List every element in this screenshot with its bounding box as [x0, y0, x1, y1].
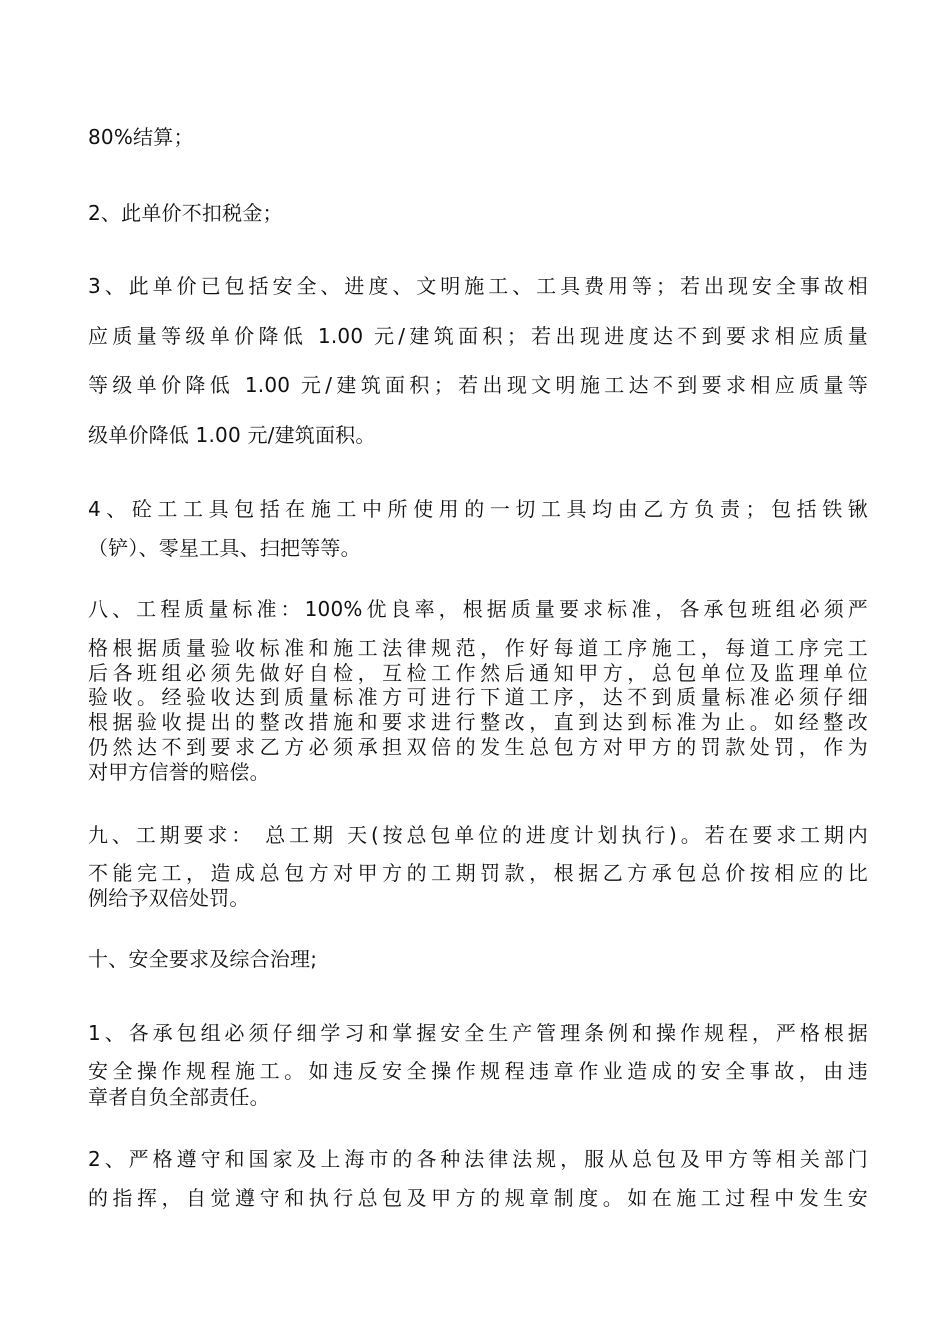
text-line: 级单价降低 1.00 元/建筑面积。: [88, 423, 376, 447]
text-line: 等级单价降低 1.00 元/建筑面积；若出现文明施工达不到要求相应质量等: [88, 373, 868, 397]
text-line: 格根据质量验收标准和施工法律规范，作好每道工序施工，每道工序完工: [88, 636, 868, 660]
text-line: 不能完工，造成总包方对甲方的工期罚款，根据乙方承包总价按相应的比: [88, 861, 868, 885]
text-line: 对甲方信誉的赔偿。: [88, 760, 270, 784]
text-line: 验收。经验收达到质量标准方可进行下道工序，达不到质量标准必须仔细: [88, 685, 868, 709]
text-line: 十、安全要求及综合治理;: [88, 947, 318, 971]
text-line: 应质量等级单价降低 1.00 元/建筑面积；若出现进度达不到要求相应质量: [88, 324, 868, 348]
text-line: 后各班组必须先做好自检，互检工作然后通知甲方，总包单位及监理单位: [88, 661, 868, 685]
text-line: 根据验收提出的整改措施和要求进行整改，直到达到标准为止。如经整改: [88, 710, 868, 734]
text-line: 章者自负全部责任。: [88, 1085, 270, 1109]
text-line: 八、工程质量标准：100%优良率，根据质量要求标准，各承包班组必须严: [88, 597, 868, 621]
text-line: 1、各承包组必须仔细学习和掌握安全生产管理条例和操作规程，严格根据: [88, 1021, 868, 1045]
text-line: 80%结算；: [88, 125, 194, 149]
text-line: 仍然达不到要求乙方必须承担双倍的发生总包方对甲方的罚款处罚，作为: [88, 735, 868, 759]
text-line: 3、此单价已包括安全、进度、文明施工、工具费用等；若出现安全事故相: [88, 274, 868, 298]
text-line: 安全操作规程施工。如违反安全操作规程违章作业造成的安全事故，由违: [88, 1059, 868, 1083]
text-line: 2、严格遵守和国家及上海市的各种法律法规，服从总包及甲方等相关部门: [88, 1147, 868, 1171]
text-line: 2、此单价不扣税金；: [88, 201, 283, 225]
text-line: 例给予双倍处罚。: [88, 886, 250, 910]
text-line: （铲）、零星工具、扫把等等。: [88, 536, 361, 560]
text-line: 的指挥，自觉遵守和执行总包及甲方的规章制度。如在施工过程中发生安: [88, 1186, 868, 1210]
text-line: 4、砼工工具包括在施工中所使用的一切工具均由乙方负责；包括铁锹: [88, 497, 868, 521]
text-line: 九、工期要求： 总工期 天(按总包单位的进度计划执行)。若在要求工期内: [88, 823, 868, 847]
